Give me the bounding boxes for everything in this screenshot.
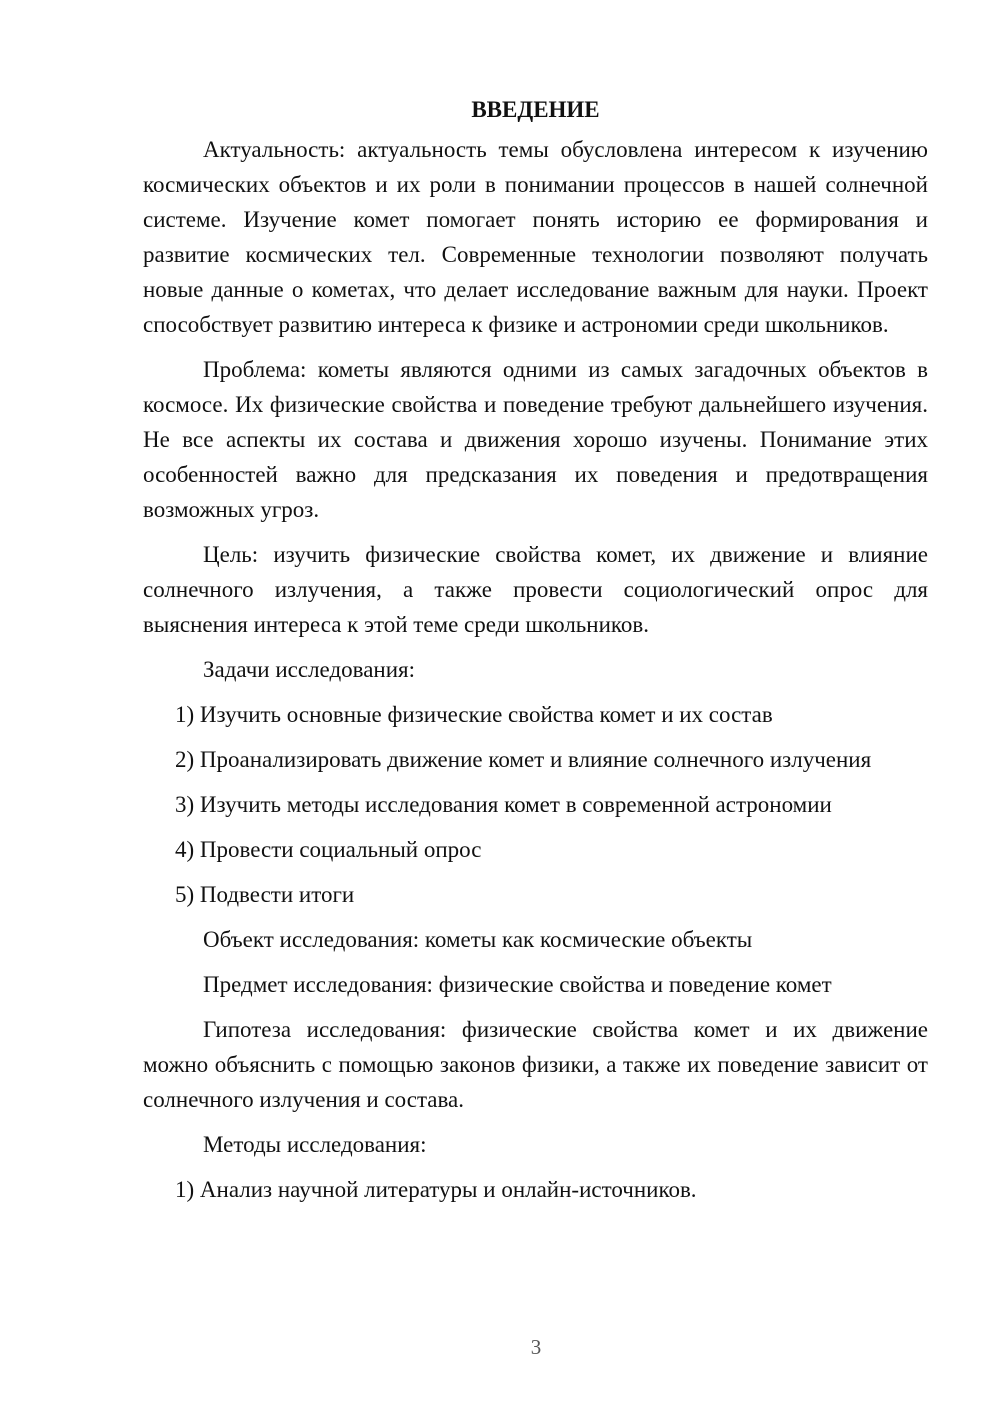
task-item: 3) Изучить методы исследования комет в современной астрономии: [175, 792, 832, 817]
methods-heading: Методы исследования:: [203, 1132, 427, 1157]
task-item: 5) Подвести итоги: [175, 882, 355, 907]
problem-paragraph: Проблема: кометы являются одними из самых загадочных объектов в космосе. Их физические свойства и поведение требуют дальнейшего изучения. Не все аспекты их состава и движения хорошо изучены. Понимание этих особенностей важно для предсказания их поведения и предотвращения возможных угроз.: [143, 357, 928, 522]
research-hypothesis: Гипотеза исследования: физические свойства комет и их движение можно объяснить с помощью законов физики, а также их поведение зависит от солнечного излучения и состава.: [143, 1017, 928, 1112]
task-item: 4) Провести социальный опрос: [175, 837, 482, 862]
relevance-paragraph: Актуальность: актуальность темы обусловлена интересом к изучению космических объектов и их роли в понимании процессов в нашей солнечной системе. Изучение комет помогает понять историю ее формирования и развитие космических тел. Современные технологии позволяют получать новые данные о кометах, что делает исследование важным для науки. Проект способствует развитию интереса к физике и астрономии среди школьников.: [143, 137, 928, 337]
goal-paragraph: Цель: изучить физические свойства комет, их движение и влияние солнечного излучения, а также провести социологический опрос для выяснения интереса к этой теме среди школьников.: [143, 542, 928, 637]
research-object: Объект исследования: кометы как космические объекты: [203, 927, 753, 952]
page-title: ВВЕДЕНИЕ: [471, 97, 600, 122]
document-page: [143, 92, 928, 1217]
page-number: 3: [530, 1335, 542, 1359]
task-item: 1) Изучить основные физические свойства комет и их состав: [175, 702, 773, 727]
tasks-heading: Задачи исследования:: [203, 657, 416, 682]
method-item: 1) Анализ научной литературы и онлайн-источников.: [175, 1177, 697, 1202]
research-subject: Предмет исследования: физические свойства и поведение комет: [203, 972, 832, 997]
task-item: 2) Проанализировать движение комет и влияние солнечного излучения: [175, 747, 872, 772]
